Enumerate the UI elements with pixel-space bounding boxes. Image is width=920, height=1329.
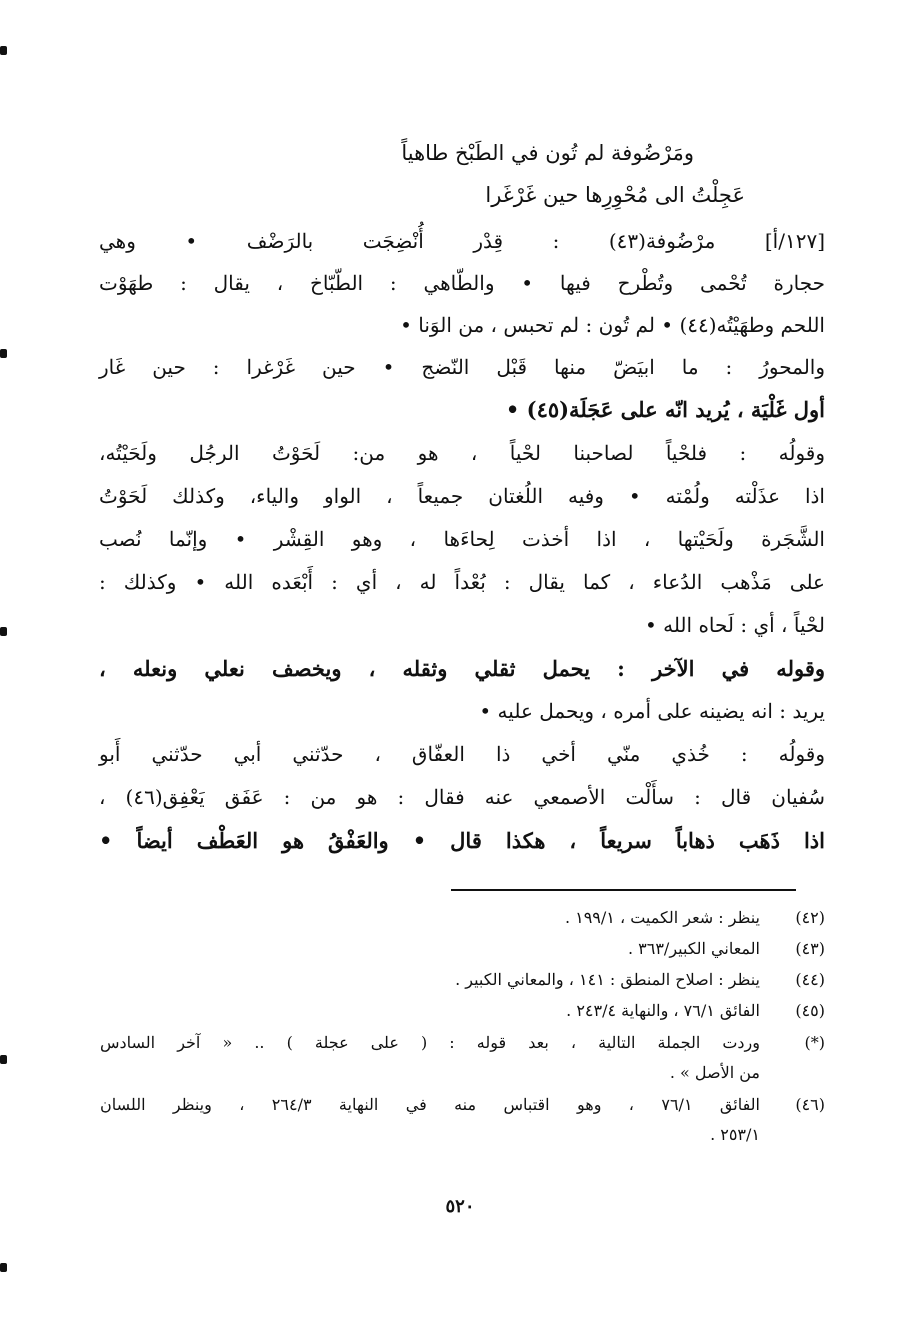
footnote-number: (٤٥) [795, 1001, 825, 1020]
footnote-number: (٤٢) [795, 908, 825, 927]
text-line: اذا ذَهَب ذهاباً سريعاً ، هكذا قال • والعَفْقُ هو العَطْف أيضاً • [99, 828, 825, 853]
text-line: سُفيان قال : سأَلْت الأصمعي عنه فقال : هو من : عَفَق يَعْفِق(٤٦) ، [99, 785, 825, 809]
text-line: وقولُه : خُذي منّي أخي ذا العفّاق ، حدّثني أبي حدّثني أَبو [99, 742, 825, 766]
scan-mark [0, 1055, 7, 1064]
footnote-text: ينظر : اصلاح المنطق : ١٤١ ، والمعاني الكبير . [455, 970, 760, 989]
footnote-text: ينظر : شعر الكميت ، ١٩٩/١ . [564, 908, 760, 927]
footnote-text: الفائق ٧٦/١ ، وهو اقتباس منه في النهاية ٢٦٤/٣ ، وينظر اللسان [100, 1095, 760, 1114]
text-line: اذا عذَلْته ولُمْته • وفيه اللُغتان جميعاً ، الواو والياء، وكذلك لَحَوْتُ [99, 484, 825, 508]
scan-mark [0, 349, 7, 358]
footnote-text: المعاني الكبير/٣٦٣ . [627, 939, 760, 958]
text-line: لحْياً ، أي : لَحاه الله • [644, 613, 825, 637]
text-line: على مَذْهب الدُعاء ، كما يقال : بُعْداً له ، أي : أَبْعَده الله • وكذلك : [99, 570, 825, 594]
text-line: اللحم وطهَيْتُه(٤٤) • لم تُون : لم تحبس ، من الوَنا • [400, 313, 825, 337]
text-line: أول غَلْيَة ، يُريد انّه على عَجَلَة(٤٥) • [505, 397, 825, 422]
footnote-text: ٢٥٣/١ . [710, 1125, 760, 1144]
text-line: حجارة تُحْمى وتُطْرح فيها • والطّاهي : الطّبّاخ ، يقال : طهَوْت [99, 271, 825, 295]
verse-line: عَجِلْتُ الى مُحْوِرِها حين غَرْغَرا [485, 183, 745, 207]
text-line: يريد : انه يضينه على أمره ، ويحمل عليه • [479, 699, 825, 723]
scan-mark [0, 46, 7, 55]
footnote-separator [451, 889, 796, 891]
text-line: الشَّجَرة ولَحَيْتها ، اذا أخذت لِحاءَها ، وهو القِشْر • وإنّما نُصب [99, 527, 825, 551]
text-line: والمحورُ : ما ابيَضّ منها قَبْل النّضج • حين غَرْغرا : حين غَار [99, 355, 825, 379]
text-line: وقولُه : فلحْياً لصاحبنا لحْياً ، هو من: لَحَوْتُ الرجُل ولَحَيْتُه، [99, 441, 825, 465]
footnote-number: (٤٦) [795, 1095, 825, 1114]
text-line: وقوله في الآخر : يحمل ثقلي وثقله ، ويخصف نعلي ونعله ، [99, 656, 825, 681]
page-number: ٥٢٠ [445, 1196, 475, 1217]
footnote-text: الفائق ٧٦/١ ، والنهاية ٢٤٣/٤ . [566, 1001, 760, 1020]
footnote-text: من الأصل » . [669, 1063, 760, 1082]
footnote-number: (٤٣) [795, 939, 825, 958]
text-line: [١٢٧/أ] مرْضُوفة(٤٣) : قِدْر أُنْضِجَت بالرَضْف • وهي [99, 229, 825, 253]
scan-mark [0, 1263, 7, 1272]
footnote-number: (*) [804, 1033, 825, 1052]
scan-mark [0, 627, 7, 636]
footnote-number: (٤٤) [795, 970, 825, 989]
footnote-text: وردت الجملة التالية ، بعد قوله : ( على عجلة ) .. « آخر السادس [100, 1033, 760, 1052]
verse-line: ومَرْضُوفة لم تُون في الطَبْخ طاهياً [401, 141, 694, 165]
